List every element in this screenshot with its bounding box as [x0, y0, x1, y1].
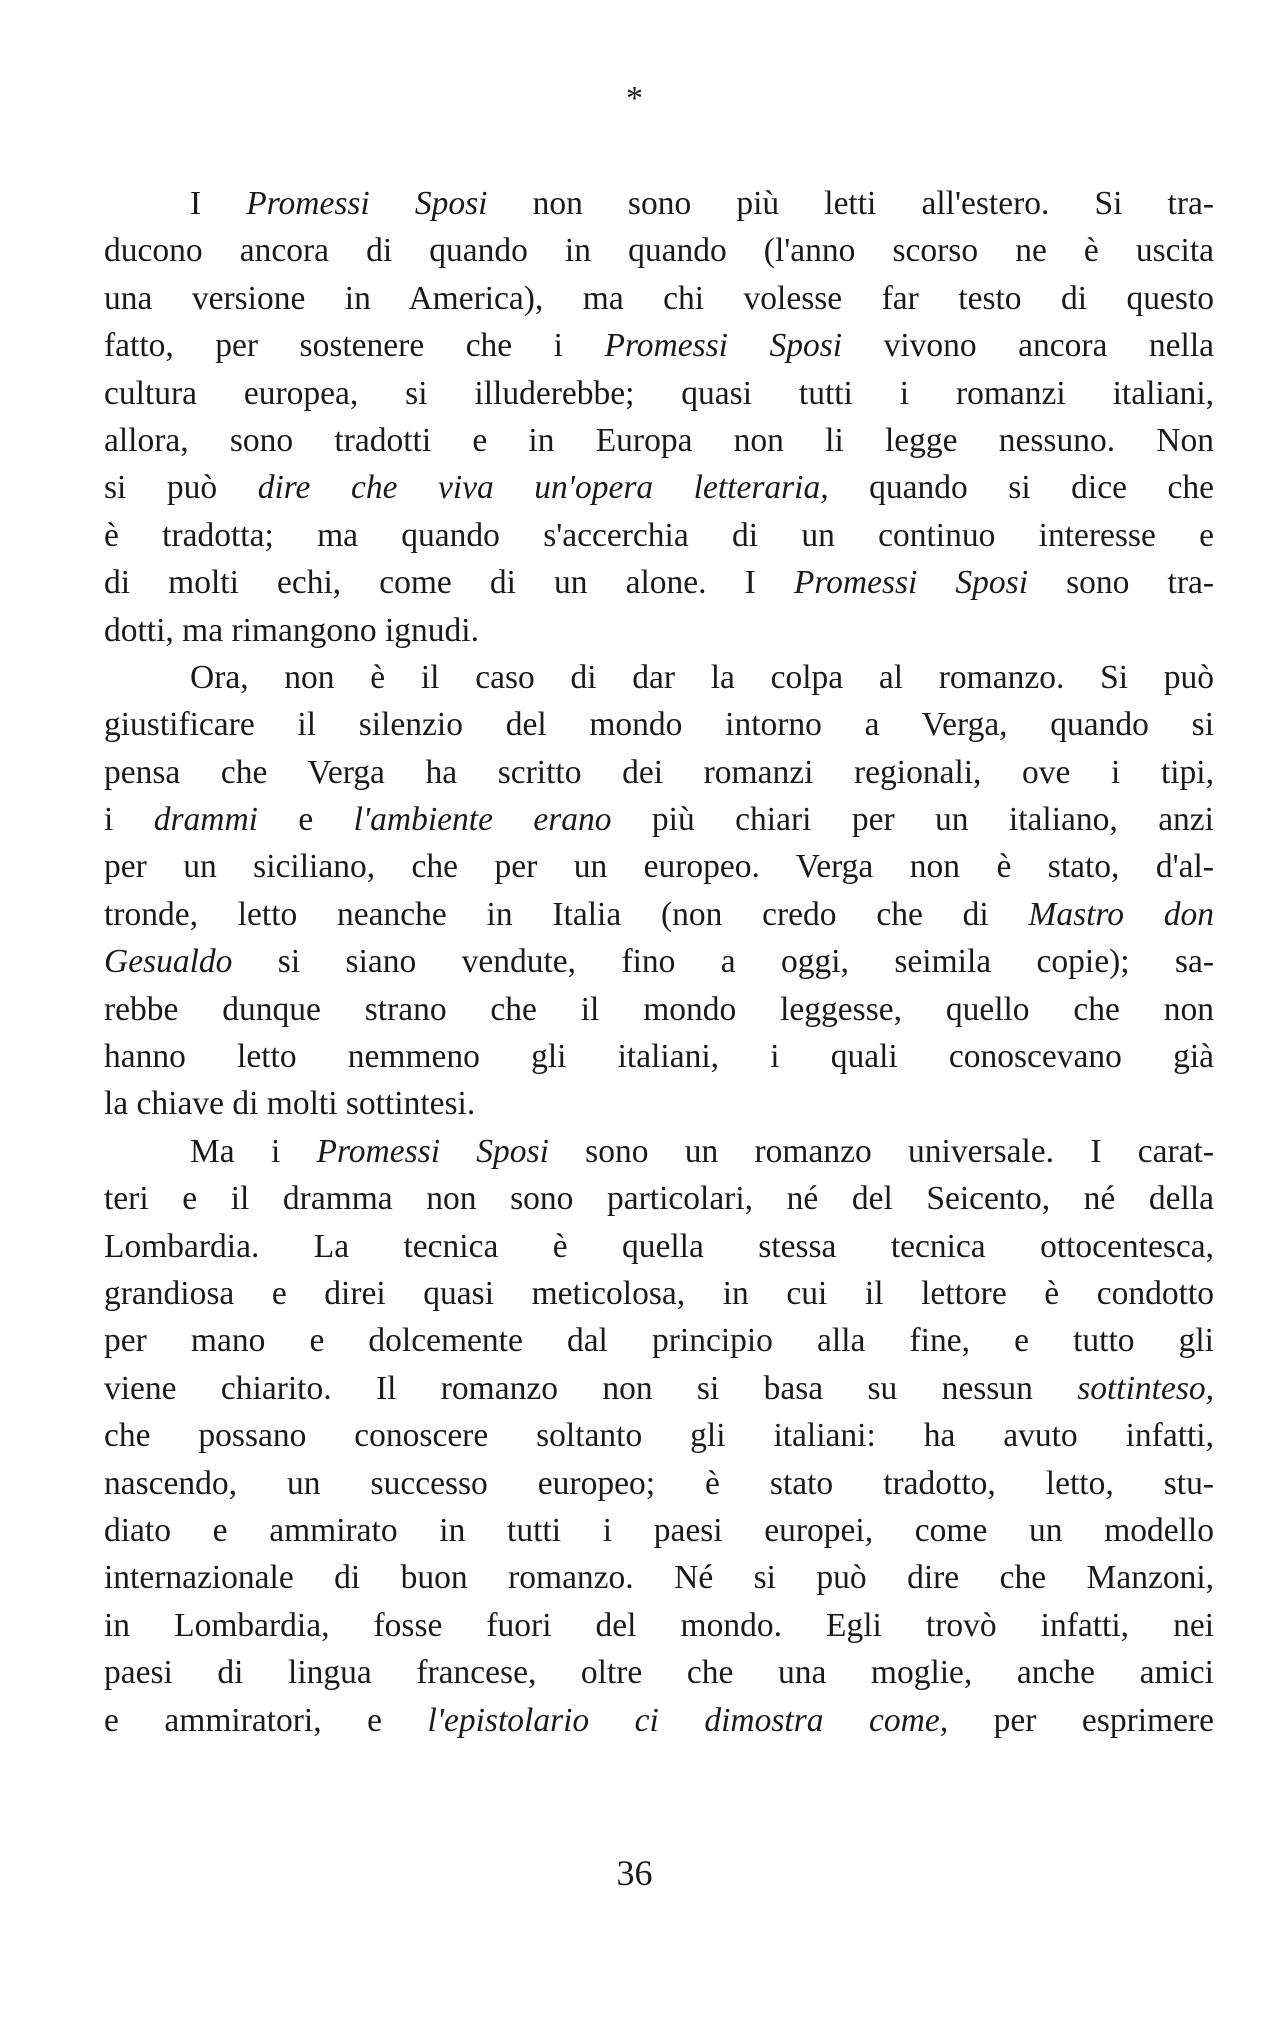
text-line — [104, 370, 1214, 417]
italic-text: Mastro don — [1028, 895, 1214, 933]
text-segment: la chiave di molti sottintesi. — [104, 1085, 476, 1123]
text-line — [104, 1412, 1214, 1459]
text-line — [104, 749, 1214, 796]
text-segment: Lombardia. La tecnica è quella stessa tecnica ottocentesca, — [104, 1227, 1214, 1265]
text-segment: e — [257, 801, 354, 839]
text-line — [104, 1554, 1214, 1601]
text-segment: Ma i — [190, 1132, 317, 1170]
text-segment: pensa che Verga ha scritto dei romanzi regionali, ove i tipi, — [104, 753, 1214, 791]
text-segment: cultura europea, si illuderebbe; quasi tutti i romanzi italiani, — [104, 374, 1214, 412]
text-line — [104, 1080, 1214, 1127]
italic-text: drammi — [153, 801, 258, 839]
text-line — [104, 322, 1214, 369]
text-segment: per mano e dolcemente dal principio alla fine, e tutto gli — [104, 1322, 1214, 1360]
text-line — [104, 275, 1214, 322]
text-segment: Ora, non è il caso di dar la colpa al romanzo. Si può — [190, 658, 1214, 696]
text-line — [104, 986, 1214, 1033]
text-segment: in Lombardia, fosse fuori del mondo. Egli trovò infatti, nei — [104, 1606, 1214, 1644]
section-ornament: * — [626, 80, 643, 117]
text-segment: sono tra- — [1028, 564, 1214, 602]
text-segment: grandiosa e direi quasi meticolosa, in cui il lettore è condotto — [104, 1274, 1214, 1312]
text-line — [104, 1175, 1214, 1222]
text-line — [104, 654, 1214, 701]
text-segment: per esprimere — [948, 1701, 1214, 1739]
text-line — [104, 1223, 1214, 1270]
text-line — [104, 796, 1214, 843]
text-segment: diato e ammirato in tutti i paesi europei, come un modello — [104, 1511, 1214, 1549]
italic-text: Promessi Sposi — [246, 185, 488, 222]
text-segment: hanno letto nemmeno gli italiani, i quali conoscevano già — [104, 1038, 1214, 1076]
text-segment: e ammiratori, e — [104, 1701, 428, 1739]
text-segment: è tradotta; ma quando s'accerchia di un continuo interesse e — [104, 516, 1214, 554]
text-line — [104, 1033, 1214, 1080]
text-line — [104, 1602, 1214, 1649]
italic-text: sottinteso, — [1077, 1369, 1214, 1407]
text-segment: che possano conoscere soltanto gli italiani: ha avuto infatti, — [104, 1417, 1214, 1455]
text-line — [104, 227, 1214, 274]
text-line — [104, 1365, 1214, 1412]
text-line — [104, 1128, 1214, 1175]
text-segment: paesi di lingua francese, oltre che una moglie, anche amici — [104, 1654, 1214, 1692]
text-segment: sono un romanzo universale. I carat- — [548, 1132, 1215, 1170]
text-line — [104, 938, 1214, 985]
italic-text: Promessi Sposi — [604, 327, 843, 365]
page-number: 36 — [616, 1853, 653, 1893]
body-text — [104, 180, 1214, 1744]
italic-text: l'ambiente erano — [353, 801, 612, 839]
text-segment: fatto, per sostenere che i — [104, 327, 605, 365]
text-line — [104, 607, 1214, 654]
text-line — [104, 1649, 1214, 1696]
italic-text: Promessi Sposi — [316, 1132, 549, 1170]
text-line — [104, 843, 1214, 890]
text-segment: una versione in America), ma chi volesse far testo di questo — [104, 279, 1214, 317]
text-segment: I — [190, 185, 247, 222]
text-line — [104, 1697, 1214, 1744]
text-segment: di molti echi, come di un alone. I — [104, 564, 794, 602]
italic-text: l'epistolario ci dimostra come, — [427, 1701, 949, 1739]
text-segment: internazionale di buon romanzo. Né si può dire che Manzoni, — [104, 1559, 1214, 1597]
text-segment: teri e il dramma non sono particolari, né del Seicento, né della — [104, 1180, 1214, 1218]
text-line — [104, 417, 1214, 464]
text-segment: viene chiarito. Il romanzo non si basa su nessun — [104, 1369, 1078, 1407]
text-line — [104, 701, 1214, 748]
text-segment: rebbe dunque strano che il mondo leggesse, quello che non — [104, 990, 1214, 1028]
text-segment: allora, sono tradotti e in Europa non li legge nessuno. Non — [104, 421, 1214, 459]
text-segment: vivono ancora nella — [842, 327, 1214, 365]
text-segment: ducono ancora di quando in quando (l'anno scorso ne è uscita — [104, 232, 1214, 270]
text-line — [104, 1317, 1214, 1364]
text-line — [104, 464, 1214, 511]
text-line — [104, 180, 1214, 227]
text-line — [104, 559, 1214, 606]
italic-text: Gesualdo — [104, 943, 233, 981]
text-segment: giustificare il silenzio del mondo intorno a Verga, quando si — [104, 706, 1214, 744]
text-segment: i — [104, 801, 154, 839]
text-segment: più chiari per un italiano, anzi — [611, 801, 1214, 839]
text-line — [104, 1507, 1214, 1554]
text-line — [104, 1270, 1214, 1317]
text-segment: dotti, ma rimangono ignudi. — [104, 611, 479, 649]
text-line — [104, 1460, 1214, 1507]
text-line — [104, 891, 1214, 938]
text-line — [104, 512, 1214, 559]
italic-text: dire che viva un'opera letteraria, — [257, 469, 829, 507]
italic-text: Promessi Sposi — [793, 564, 1029, 602]
text-segment: nascendo, un successo europeo; è stato tradotto, letto, stu- — [104, 1464, 1214, 1502]
text-segment: si può — [104, 469, 258, 507]
text-segment: quando si dice che — [828, 469, 1214, 507]
text-segment: si siano vendute, fino a oggi, seimila copie); sa- — [232, 943, 1214, 981]
text-segment: tronde, letto neanche in Italia (non credo che di — [104, 895, 1029, 933]
text-segment: non sono più letti all'estero. Si tra- — [487, 185, 1215, 222]
text-segment: per un siciliano, che per un europeo. Verga non è stato, d'al- — [104, 848, 1214, 886]
